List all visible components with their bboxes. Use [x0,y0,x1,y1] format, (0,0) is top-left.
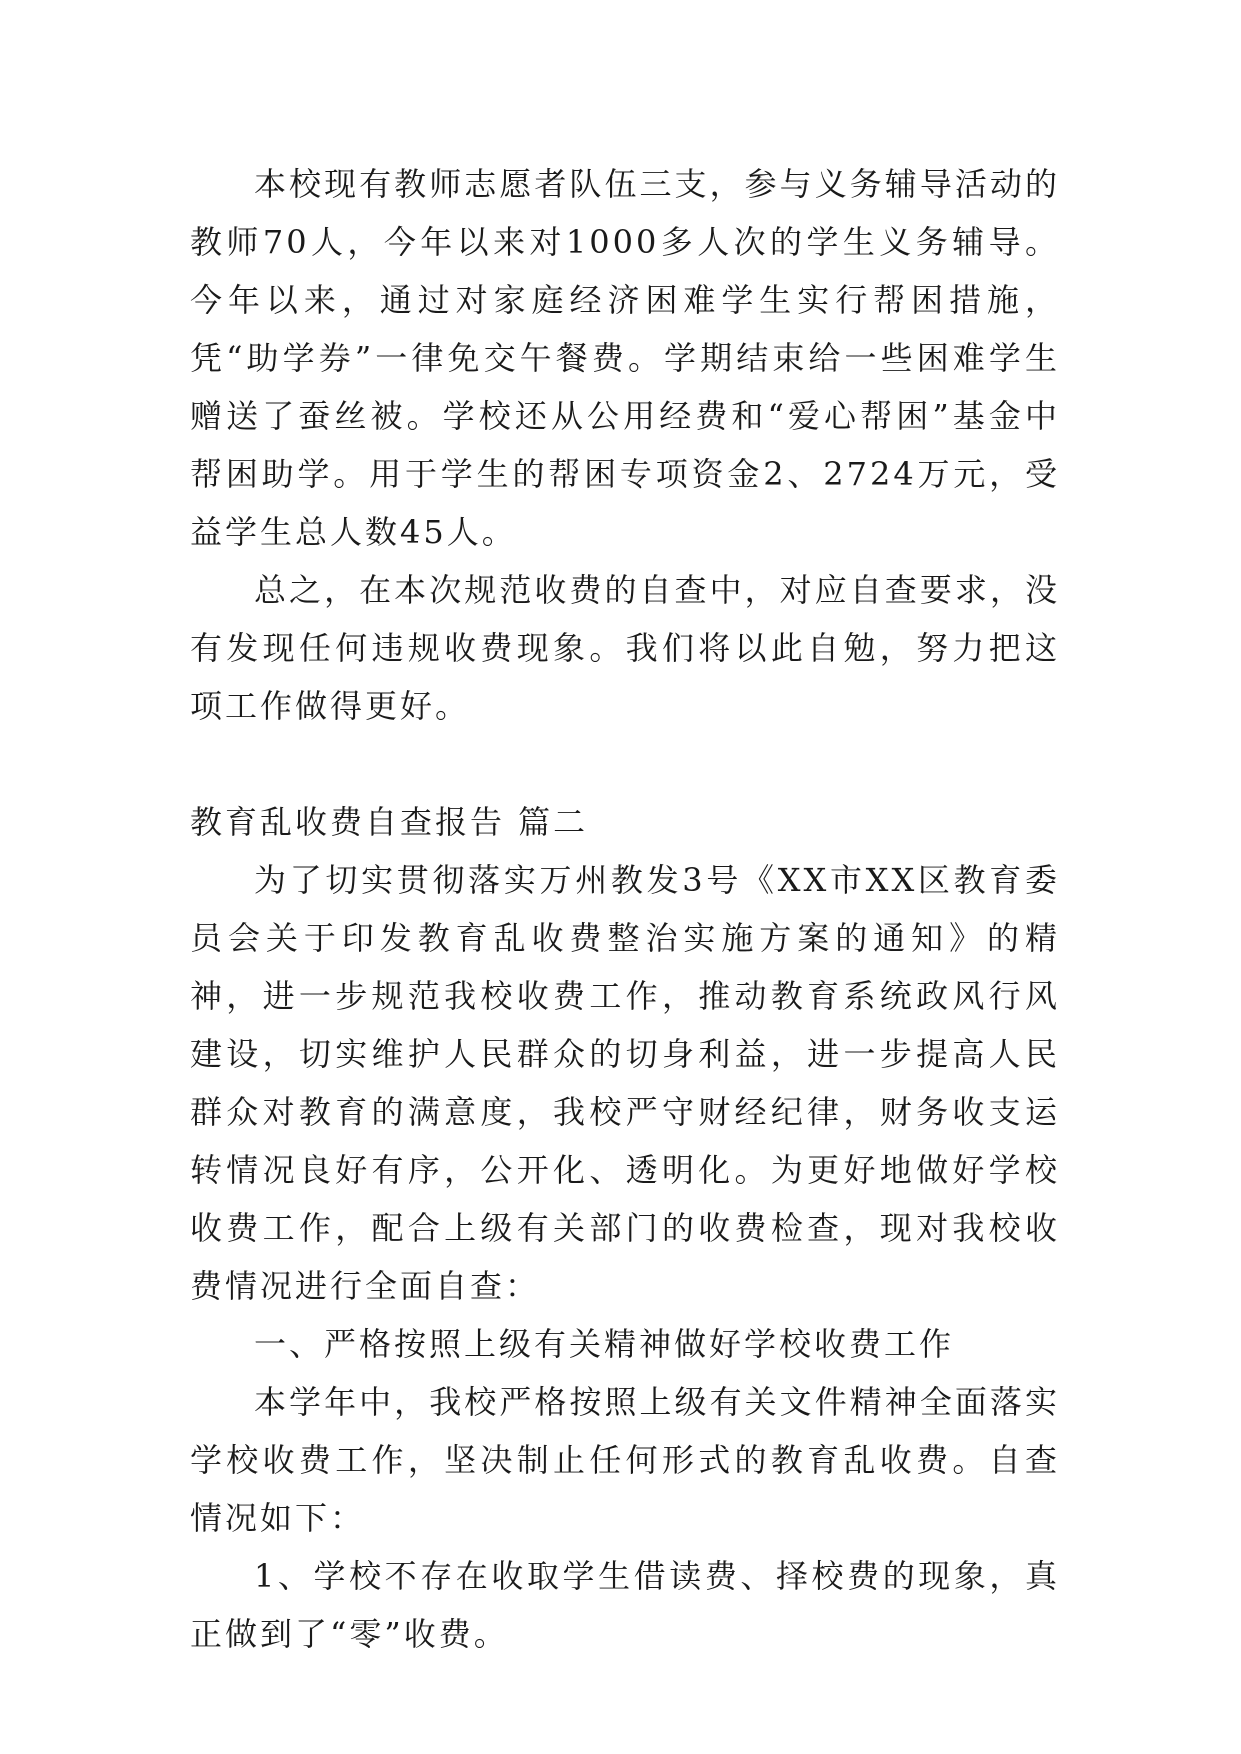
section-heading: 教育乱收费自查报告 篇二 [190,803,589,841]
paragraph-conclusion: 总之，在本次规范收费的自查中，对应自查要求，没有发现任何违规收费现象。我们将以此自勉，努力把这项工作做得更好。 [190,571,1060,725]
document-page [190,155,1060,1663]
paragraph-intro: 为了切实贯彻落实万州教发3号《XX市XX区教育委员会关于印发教育乱收费整治实施方案的通知》的精神，进一步规范我校收费工作，推动教育系统政风行风建设，切实维护人民群众的切身利益，进一步提高人民群众对教育的满意度，我校严守财经纪律，财务收支运转情况良好有序，公开化、透明化。为更好地做好学校收费工作，配合上级有关部门的收费检查，现对我校收费情况进行全面自查： [190,861,1060,1305]
paragraph-subheading-1: 一、严格按照上级有关精神做好学校收费工作 [254,1325,955,1363]
section-spacer [190,735,1060,793]
paragraph-volunteer-assistance: 本校现有教师志愿者队伍三支，参与义务辅导活动的教师70人，今年以来对1000多人次的学生义务辅导。今年以来，通过对家庭经济困难学生实行帮困措施，凭“助学券”一律免交午餐费。学期结束给一些困难学生赠送了蚕丝被。学校还从公用经费和“爱心帮困”基金中帮困助学。用于学生的帮困专项资金2、2724万元，受益学生总人数45人。 [190,165,1060,551]
paragraph-item-1: 1、学校不存在收取学生借读费、择校费的现象，真正做到了“零”收费。 [190,1557,1060,1653]
paragraph-self-check: 本学年中，我校严格按照上级有关文件精神全面落实学校收费工作，坚决制止任何形式的教育乱收费。自查情况如下： [190,1383,1060,1537]
